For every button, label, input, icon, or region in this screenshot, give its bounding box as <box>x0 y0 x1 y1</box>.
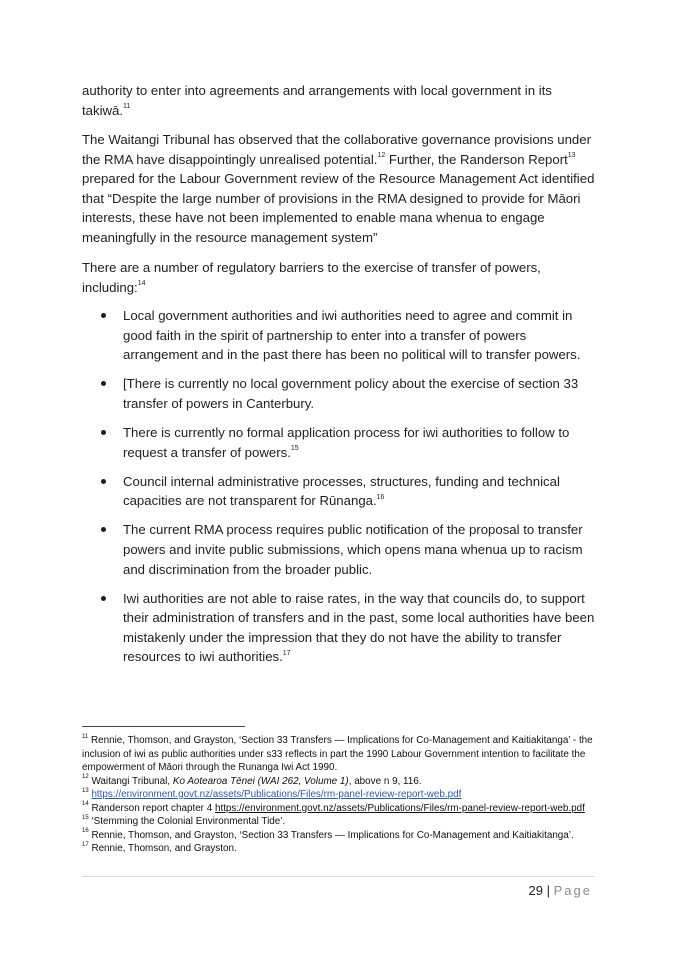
footnote-ref-17[interactable]: 17 <box>282 650 291 658</box>
footnote-17: $^{17}$ Rennie, Thomson, and Grayston. <box>82 841 237 854</box>
footnote-ref-13[interactable]: 13 <box>567 152 576 160</box>
paragraph-takiwa: authority to enter into agreements and arrangements with local government in its takiwā.$^{11}$ <box>82 83 552 118</box>
bullet-icon <box>101 527 106 532</box>
footnote-14: $^{14}$ Randerson report chapter 4 https://environment.govt.nz/assets/Publications/Files/rm-panel-review-report-web.pdf <box>82 801 585 814</box>
list-item: The current RMA process requires public notification of the proposal to transfer powers and invite public submissions, which opens mana whenua up to racism and discrimination from the broader public. <box>82 520 597 579</box>
footnote-ref-12[interactable]: 12 <box>377 152 386 160</box>
footnote-ref-16[interactable]: 16 <box>376 493 385 501</box>
page-number: 29 | Page <box>528 883 592 898</box>
footnote-separator <box>82 726 245 727</box>
bullet-icon <box>101 381 106 386</box>
bullet-icon <box>101 430 106 435</box>
footnote-15: $^{15}$ ‘Stemming the Colonial Environmental Tide’. <box>82 814 286 827</box>
footnote-12: $^{12}$ Waitangi Tribunal, Ko Aotearoa Tēnei (WAI 262, Volume 1), above n 9, 116. <box>82 774 422 787</box>
footer-divider <box>82 876 595 877</box>
footnote-13-link[interactable]: https://environment.govt.nz/assets/Publications/Files/rm-panel-review-report-web.pdf <box>91 789 462 800</box>
bullet-icon <box>101 596 106 601</box>
list-item: Iwi authorities are not able to raise rates, in the way that councils do, to support their administration of transfers and in the past, some local authorities have been mistakenly under the impression that they do not have the ability to transfer resources to iwi authorities.$^{17}$ <box>82 589 597 667</box>
list-item: There is currently no formal application process for iwi authorities to follow to request a transfer of powers.$^{15}$ <box>82 423 597 462</box>
bullet-icon <box>101 313 106 318</box>
footnote-13: $^{13}$ https://environment.govt.nz/assets/Publications/Files/rm-panel-review-report-web.pdf <box>82 787 462 800</box>
paragraph-regulatory-barriers: There are a number of regulatory barriers to the exercise of transfer of powers, including:$^{14}$ <box>82 260 541 295</box>
footnote-ref-11[interactable]: 11 <box>123 103 131 111</box>
footnotes <box>82 734 602 856</box>
list-item: Council internal administrative processes, structures, funding and technical capacities are not transparent for Rūnanga.$^{16}$ <box>82 472 597 511</box>
footnote-14-link[interactable]: https://environment.govt.nz/assets/Publications/Files/rm-panel-review-report-web.pdf <box>214 802 585 814</box>
footnote-ref-14[interactable]: 14 <box>137 280 146 288</box>
list-item: Local government authorities and iwi authorities need to agree and commit in good faith in the spirit of partnership to enter into a transfer of powers arrangement and in the past there has been no political will to transfer powers. <box>82 306 597 365</box>
footnote-11: $^{11}$ Rennie, Thomson, and Grayston, ‘Section 33 Transfers — Implications for Co-Management and Kaitiakitanga’ - the inclusion of iwi as public authorities under s33 reflects in part the 1990 Labour Government intention to facilitate the empowerment of Māori through the Runanga Iwi Act 1990. <box>82 733 593 773</box>
footnote-ref-15[interactable]: 15 <box>290 445 299 453</box>
paragraph-waitangi-tribunal: The Waitangi Tribunal has observed that the collaborative governance provisions under the RMA have disappointingly unrealised potential.$^{12}$ Further, the Randerson Report$^{13}$ prepared for the Labour Government review of the Resource Management Act identified that “Despite the large number of provisions in the RMA designed to provide for Māori interests, these have not been implemented to enable mana whenua to engage meaningfully in the resource management system” <box>82 132 595 245</box>
list-item: [There is currently no local government policy about the exercise of section 33 transfer of powers in Canterbury. <box>82 374 597 413</box>
footnote-16: $^{16}$ Rennie, Thomson, and Grayston, ‘Section 33 Transfers — Implications for Co-Management and Kaitiakitanga’. <box>82 828 574 841</box>
barriers-list <box>82 306 597 677</box>
bullet-icon <box>101 479 106 484</box>
